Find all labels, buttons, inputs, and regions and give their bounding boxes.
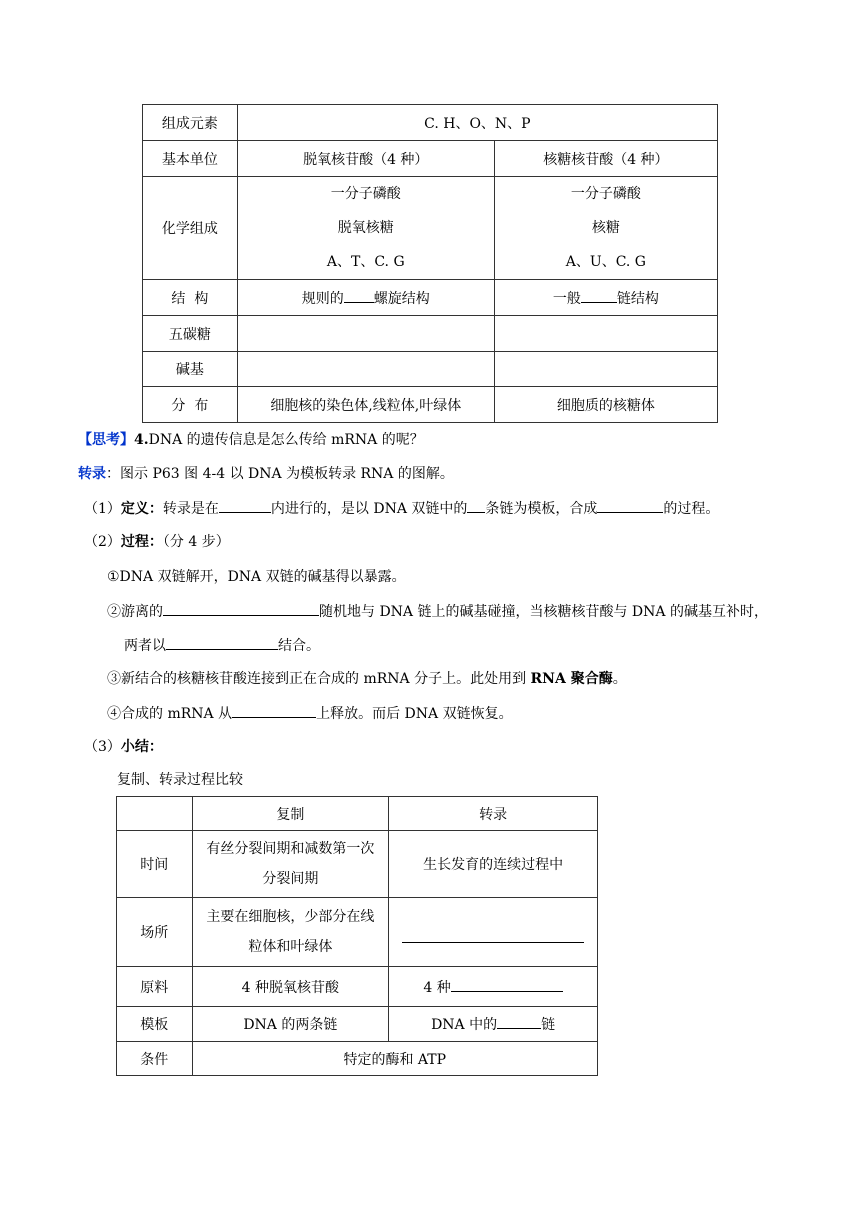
- empty-cell[interactable]: [494, 352, 717, 387]
- column-header: 复制: [192, 797, 389, 831]
- text: 转录是在: [162, 501, 219, 517]
- process-label: 过程：: [120, 534, 163, 550]
- table-cell: [494, 280, 717, 316]
- table-caption: [117, 770, 243, 790]
- step-text: ①DNA 双链解开，DNA 双链的碱基得以暴露。: [107, 569, 406, 585]
- table-row: [117, 967, 598, 1007]
- table-cell: C. H、O、N、P: [237, 105, 717, 141]
- table-cell: [237, 280, 494, 316]
- think-tag: 【思考】: [78, 432, 134, 448]
- item-number: （1）: [84, 501, 121, 517]
- table-cell: 生长发育的连续过程中: [389, 831, 598, 898]
- think-question: [78, 430, 424, 450]
- table-cell: [389, 967, 598, 1007]
- cell-text: 核糖: [591, 220, 620, 236]
- row-header: 场所: [117, 898, 193, 967]
- row-header: 时间: [117, 831, 193, 898]
- cell-text: A、T、C. G: [326, 254, 405, 270]
- step-2: [107, 601, 768, 622]
- think-text: DNA 的遗传信息是怎么传给 mRNA 的呢？: [148, 432, 424, 448]
- table-cell: 细胞核的染色体,线粒体,叶绿体: [237, 387, 494, 423]
- table-cell: [389, 1007, 598, 1042]
- row-header: 基本单位: [143, 141, 238, 177]
- row-header: 五碳糖: [143, 316, 238, 352]
- table-cell: [389, 898, 598, 967]
- step-text: 随机地与 DNA 链上的碱基碰撞，当核糖核苷酸与 DNA 的碱基互补时，: [319, 604, 768, 620]
- dna-rna-comparison-table: [142, 104, 718, 423]
- fill-blank[interactable]: [451, 977, 563, 992]
- cell-text: 一般: [552, 290, 581, 307]
- table-cell: [494, 177, 717, 280]
- cell-text: A、U、C. G: [565, 254, 646, 270]
- transcription-label: 转录: [78, 466, 106, 482]
- row-header: 组成元素: [143, 105, 238, 141]
- table-cell: [192, 898, 389, 967]
- fill-blank[interactable]: [497, 1014, 541, 1029]
- empty-cell[interactable]: [237, 316, 494, 352]
- row-header: 原料: [117, 967, 193, 1007]
- step-text: ②游离的: [107, 604, 163, 620]
- fill-blank[interactable]: [597, 498, 663, 513]
- text: 条链为模板，合成: [485, 501, 598, 517]
- table-cell: [237, 177, 494, 280]
- summary-label: 小结：: [120, 739, 163, 755]
- fill-blank[interactable]: [402, 928, 584, 943]
- fill-blank[interactable]: [344, 288, 374, 303]
- table-row: [143, 352, 718, 387]
- text: 的过程。: [663, 501, 720, 517]
- fill-blank[interactable]: [219, 498, 271, 513]
- fill-blank[interactable]: [166, 635, 278, 650]
- definition-label: 定义：: [120, 501, 163, 517]
- table-row: [117, 1042, 598, 1076]
- rna-polymerase: RNA 聚合酶: [530, 671, 613, 687]
- definition-line: [84, 498, 719, 519]
- text: 内进行的，是以 DNA 双链中的: [270, 501, 468, 517]
- cell-text: 螺旋结构: [373, 290, 430, 307]
- row-header: 模板: [117, 1007, 193, 1042]
- step-text: 。: [612, 671, 627, 687]
- fill-blank[interactable]: [581, 288, 617, 303]
- process-heading: [84, 532, 230, 552]
- fill-blank[interactable]: [163, 601, 319, 616]
- column-header: 转录: [389, 797, 598, 831]
- row-header: 条件: [117, 1042, 193, 1076]
- table-cell: 4 种脱氧核苷酸: [192, 967, 389, 1007]
- item-number: （2）: [84, 534, 121, 550]
- table-cell: [192, 831, 389, 898]
- step-text: 两者以: [124, 638, 166, 654]
- table-row: [117, 898, 598, 967]
- empty-cell[interactable]: [237, 352, 494, 387]
- transcription-intro: [78, 464, 454, 484]
- cell-text: DNA 中的: [431, 1017, 498, 1033]
- table-row: [143, 387, 718, 423]
- step-text: 结合。: [278, 638, 320, 654]
- replication-transcription-table: [116, 796, 598, 1076]
- table-cell: 核糖核苷酸（4 种）: [494, 141, 717, 177]
- table-cell: 脱氧核苷酸（4 种）: [237, 141, 494, 177]
- table-cell: 特定的酶和 ATP: [192, 1042, 598, 1076]
- table-row: [117, 1007, 598, 1042]
- table-row: [117, 831, 598, 898]
- item-number: （3）: [84, 739, 121, 755]
- cell-text: 有丝分裂间期和减数第一次: [206, 841, 375, 857]
- table-cell: 细胞质的核糖体: [494, 387, 717, 423]
- cell-text: 链: [541, 1017, 556, 1033]
- empty-cell[interactable]: [494, 316, 717, 352]
- row-header: 碱基: [143, 352, 238, 387]
- cell-text: 4 种: [423, 979, 451, 996]
- step-1: [107, 567, 406, 587]
- caption-text: 复制、转录过程比较: [117, 772, 243, 788]
- cell-text: 主要在细胞核，少部分在线: [206, 909, 375, 925]
- process-note: （分 4 步）: [162, 534, 230, 550]
- transcription-text: ：图示 P63 图 4-4 以 DNA 为模板转录 RNA 的图解。: [106, 466, 454, 482]
- cell-text: 粒体和叶绿体: [248, 939, 333, 955]
- cell-text: 分裂间期: [262, 871, 319, 887]
- table-row: [143, 105, 718, 141]
- row-header: 化学组成: [143, 177, 238, 280]
- cell-text: 规则的: [301, 290, 344, 307]
- think-number: 4.: [134, 432, 149, 448]
- table-row: [143, 316, 718, 352]
- step-text: ③新结合的核糖核苷酸连接到正在合成的 mRNA 分子上。此处用到: [107, 671, 531, 687]
- summary-heading: [84, 737, 163, 757]
- row-header: 结 构: [143, 280, 238, 316]
- cell-text: 一分子磷酸: [330, 186, 401, 202]
- step-text: ④合成的 mRNA 从: [107, 706, 233, 722]
- table-row: [143, 141, 718, 177]
- fill-blank[interactable]: [232, 703, 316, 718]
- step-3: [107, 669, 627, 689]
- fill-blank[interactable]: [467, 498, 485, 513]
- row-header: 分 布: [143, 387, 238, 423]
- table-cell: [117, 797, 193, 831]
- cell-text: 脱氧核糖: [337, 220, 394, 236]
- table-cell: DNA 的两条链: [192, 1007, 389, 1042]
- cell-text: 一分子磷酸: [570, 186, 641, 202]
- table-row: [117, 797, 598, 831]
- cell-text: 链结构: [616, 290, 659, 307]
- table-row: [143, 280, 718, 316]
- step-text: 上释放。而后 DNA 双链恢复。: [316, 706, 513, 722]
- step-2-continued: [124, 635, 320, 656]
- table-row: [143, 177, 718, 280]
- step-4: [107, 703, 513, 724]
